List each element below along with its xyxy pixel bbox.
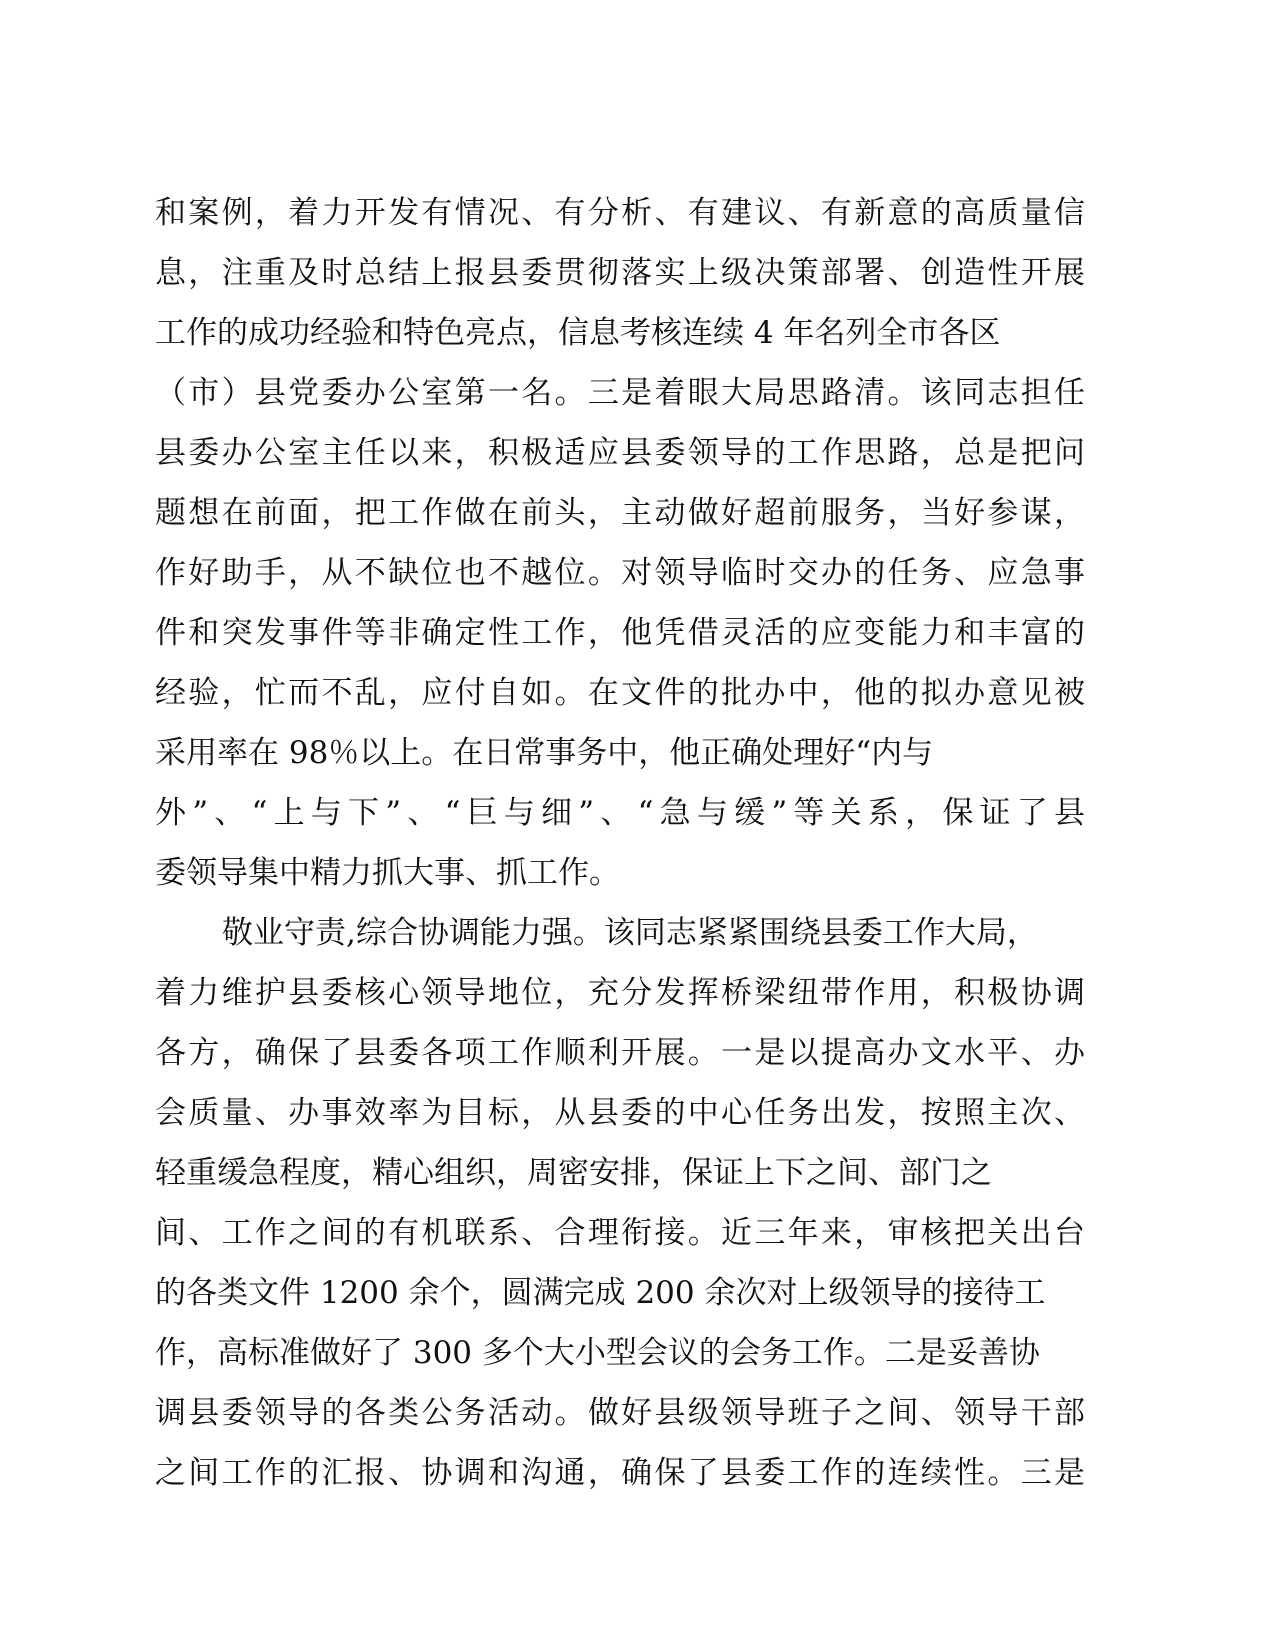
text-line: 县委办公室主任以来，积极适应县委领导的工作思路，总是把问 — [155, 435, 1085, 471]
paragraph-first-line: 敬业守责,综合协调能力强。该同志紧紧围绕县委工作大局， — [222, 915, 1038, 951]
text-line: 着力维护县委核心领导地位，充分发挥桥梁纽带作用，积极协调 — [155, 975, 1085, 1011]
text-line: 经验，忙而不乱，应付自如。在文件的批办中，他的拟办意见被 — [155, 675, 1085, 711]
text-line: 件和突发事件等非确定性工作，他凭借灵活的应变能力和丰富的 — [155, 615, 1085, 651]
text-line: 各方，确保了县委各项工作顺利开展。一是以提高办文水平、办 — [155, 1035, 1085, 1071]
text-line: 间、工作之间的有机联系、合理衔接。近三年来，审核把关出台 — [155, 1215, 1085, 1251]
text-line: 轻重缓急程度，精心组织，周密安排，保证上下之间、部门之 — [155, 1155, 992, 1191]
text-line: 外”、“上与下”、“巨与细”、“急与缓”等关系，保证了县 — [155, 795, 1085, 831]
text-line: 工作的成功经验和特色亮点，信息考核连续 4 年名列全市各区 — [155, 315, 1001, 351]
text-line: 委领导集中精力抓大事、抓工作。 — [155, 855, 620, 891]
text-line: 题想在前面，把工作做在前头，主动做好超前服务，当好参谋， — [155, 495, 1085, 531]
text-line: 的各类文件 1200 余个，圆满完成 200 余次对上级领导的接待工 — [155, 1275, 1046, 1311]
text-line: 作好助手，从不缺位也不越位。对领导临时交办的任务、应急事 — [155, 555, 1085, 591]
text-line: 会质量、办事效率为目标，从县委的中心任务出发，按照主次、 — [155, 1095, 1085, 1131]
text-line: 息，注重及时总结上报县委贯彻落实上级决策部署、创造性开展 — [155, 255, 1085, 291]
text-line: 和案例，着力开发有情况、有分析、有建议、有新意的高质量信 — [155, 195, 1085, 231]
document-body — [155, 183, 1085, 1503]
text-line: 作，高标准做好了 300 多个大小型会议的会务工作。二是妥善协 — [155, 1335, 1040, 1371]
text-line: 之间工作的汇报、协调和沟通，确保了县委工作的连续性。三是 — [155, 1455, 1085, 1491]
text-line: （市）县党委办公室第一名。三是着眼大局思路清。该同志担任 — [155, 375, 1085, 411]
text-line: 调县委领导的各类公务活动。做好县级领导班子之间、领导干部 — [155, 1395, 1085, 1431]
text-line: 采用率在 98％以上。在日常事务中，他正确处理好“内与 — [155, 735, 934, 771]
